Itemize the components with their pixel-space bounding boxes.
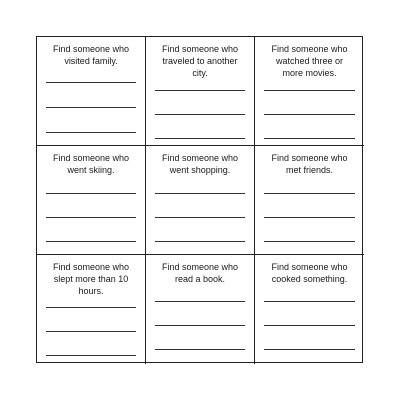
bingo-cell-2: [146, 37, 255, 146]
answer-line: [264, 138, 355, 139]
cell-prompt: Find someone who met friends.: [271, 153, 348, 175]
answer-line: [46, 355, 136, 356]
answer-line: [46, 331, 136, 332]
answer-line: [155, 138, 245, 139]
answer-line: [46, 193, 136, 194]
answer-line: [46, 82, 136, 83]
answer-line: [155, 114, 245, 115]
bingo-grid: [36, 36, 363, 363]
cell-prompt: Find someone who went shopping.: [161, 153, 239, 175]
answer-line: [46, 132, 136, 133]
bingo-cell-3: [255, 37, 364, 146]
cell-prompt: Find someone who cooked something.: [271, 262, 348, 284]
bingo-cell-7: [37, 255, 146, 364]
answer-line: [264, 301, 355, 302]
answer-line: [264, 114, 355, 115]
answer-line: [264, 241, 355, 242]
cell-prompt: Find someone who watched three or more movies.: [271, 44, 348, 78]
answer-line: [46, 241, 136, 242]
cell-prompt: Find someone who slept more than 10 hours.: [52, 262, 130, 296]
bingo-cell-6: [255, 146, 364, 255]
bingo-cell-1: [37, 37, 146, 146]
answer-line: [155, 349, 245, 350]
bingo-cell-8: [146, 255, 255, 364]
answer-line: [155, 217, 245, 218]
answer-line: [264, 349, 355, 350]
bingo-cell-5: [146, 146, 255, 255]
bingo-cell-9: [255, 255, 364, 364]
answer-line: [264, 193, 355, 194]
answer-line: [155, 193, 245, 194]
cell-prompt: Find someone who traveled to another city.: [161, 44, 239, 78]
answer-line: [155, 301, 245, 302]
answer-line: [264, 90, 355, 91]
cell-prompt: Find someone who went skiing.: [52, 153, 130, 175]
answer-line: [155, 241, 245, 242]
answer-line: [46, 217, 136, 218]
cell-prompt: Find someone who read a book.: [161, 262, 239, 284]
answer-line: [155, 325, 245, 326]
cell-prompt: Find someone who visited family.: [52, 44, 130, 66]
answer-line: [264, 217, 355, 218]
answer-line: [155, 90, 245, 91]
answer-line: [46, 307, 136, 308]
bingo-cell-4: [37, 146, 146, 255]
answer-line: [46, 107, 136, 108]
answer-line: [264, 325, 355, 326]
